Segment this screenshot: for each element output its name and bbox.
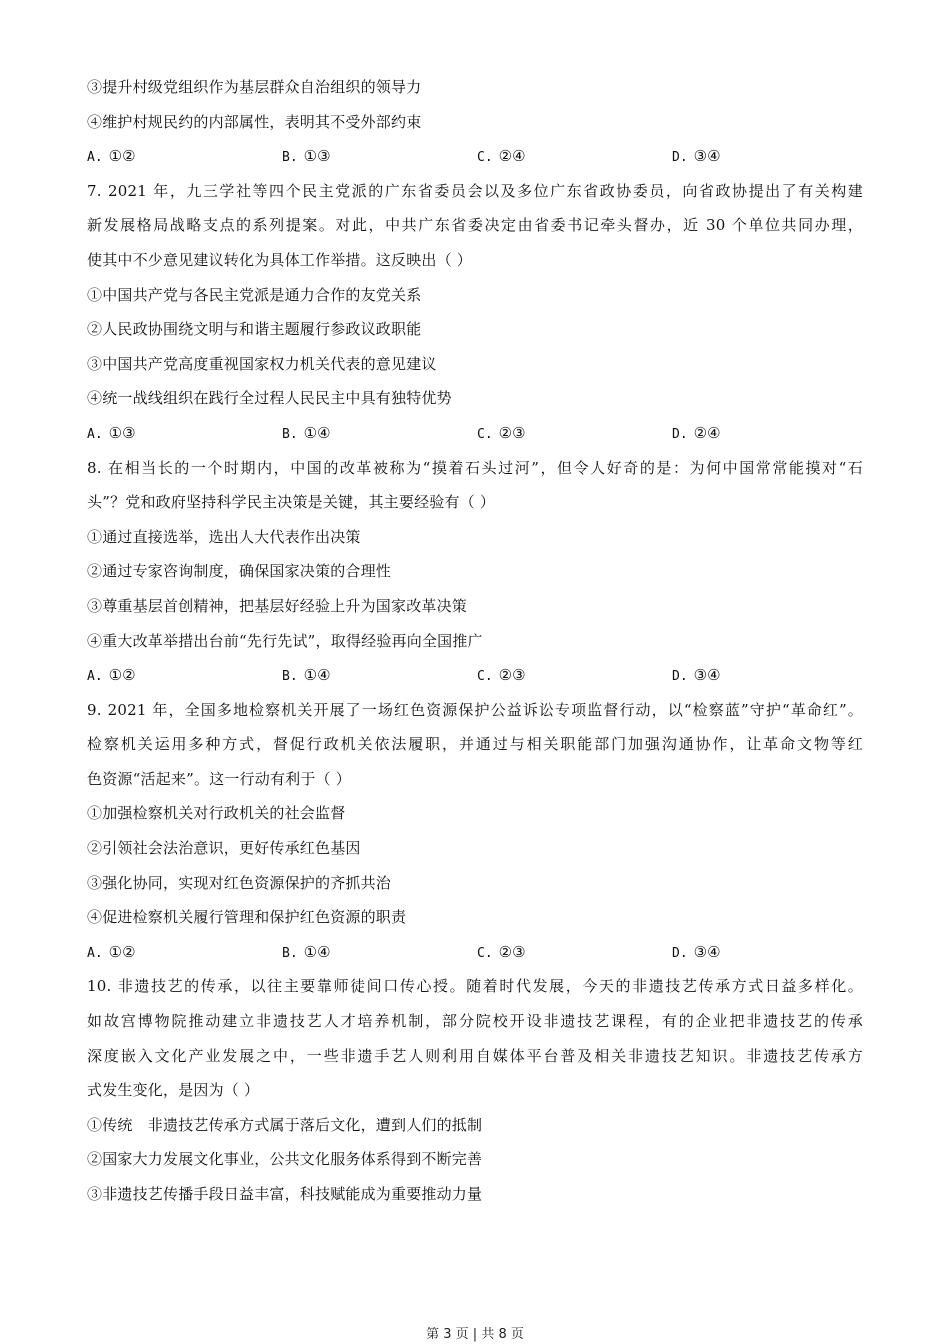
choice-d[interactable]: D. ③④ xyxy=(672,666,721,685)
choice-a[interactable]: A. ①② xyxy=(87,942,136,961)
question-stem: 深度嵌入文化产业发展之中，一些非遗手艺人则利用自媒体平台普及相关非遗技艺知识。非遗技艺传承方 xyxy=(87,1046,863,1065)
question-stem: 7. 2021 年，九三学社等四个民主党派的广东省委员会以及多位广东省政协委员，向省政协提出了有关构建 xyxy=(87,181,863,200)
question-stem: 式发生变化，是因为（ ） xyxy=(87,1081,260,1100)
statement-2: ②人民政协围绕文明与和谐主题履行参政议政职能 xyxy=(87,320,422,339)
statement-4: ④统一战线组织在践行全过程人民民主中具有独特优势 xyxy=(87,389,452,408)
question-8 xyxy=(87,455,867,697)
choice-b[interactable]: B. ①④ xyxy=(282,942,331,961)
question-stem: 9. 2021 年，全国多地检察机关开展了一场红色资源保护公益诉讼专项监督行动，以“检察蓝”守护“革命红”。 xyxy=(87,700,863,719)
statement-1: ①中国共产党与各民主党派是通力合作的友党关系 xyxy=(87,285,422,304)
answer-choices xyxy=(87,662,867,697)
question-stem: 10. 非遗技艺的传承，以往主要靠师徒间口传心授。随着时代发展，今天的非遗技艺传承方式日益多样化。 xyxy=(87,977,863,996)
statement-3: ③非遗技艺传播手段日益丰富，科技赋能成为重要推动力量 xyxy=(87,1185,483,1203)
statement-2: ②国家大力发展文化事业，公共文化服务体系得到不断完善 xyxy=(87,1150,483,1169)
question-stem: 检察机关运用多种方式，督促行政机关依法履职，并通过与相关职能部门加强沟通协作，让革命文物等红 xyxy=(87,735,863,754)
question-stem: 使其中不少意见建议转化为具体工作举措。这反映出（ ） xyxy=(87,250,472,269)
statement-1: ①传统 非遗技艺传承方式属于落后文化，遭到人们的抵制 xyxy=(87,1115,483,1134)
choice-c[interactable]: C. ②④ xyxy=(477,147,526,166)
choice-c[interactable]: C. ②③ xyxy=(477,942,526,961)
answer-choices xyxy=(87,420,867,455)
statement-3: ③中国共产党高度重视国家权力机关代表的意见建议 xyxy=(87,354,437,373)
choice-a[interactable]: A. ①② xyxy=(87,147,136,166)
choice-b[interactable]: B. ①④ xyxy=(282,666,331,685)
question-stem: 如故宫博物院推动建立非遗技艺人才培养机制，部分院校开设非遗技艺课程，有的企业把非遗技艺的传承 xyxy=(87,1012,863,1031)
question-stem: 新发展格局战略支点的系列提案。对此，中共广东省委决定由省委书记牵头督办，近 30 个单位共同办理， xyxy=(87,216,863,235)
statement-3: ③尊重基层首创精神，把基层好经验上升为国家改革决策 xyxy=(87,596,468,615)
choice-c[interactable]: C. ②③ xyxy=(477,423,526,442)
page-footer: 第 3 页 | 共 8 页 xyxy=(426,1327,524,1342)
statement-4: ④维护村规民约的内部属性，表明其不受外部约束 xyxy=(87,112,422,131)
choice-b[interactable]: B. ①③ xyxy=(282,147,331,166)
choice-d[interactable]: D. ③④ xyxy=(672,942,721,961)
question-6-continued xyxy=(87,74,867,178)
choice-d[interactable]: D. ③④ xyxy=(672,147,721,166)
choice-b[interactable]: B. ①④ xyxy=(282,423,331,442)
statement-2: ②通过专家咨询制度，确保国家决策的合理性 xyxy=(87,562,392,581)
statement-1: ①加强检察机关对行政机关的社会监督 xyxy=(87,804,346,823)
question-stem: 8. 在相当长的一个时期内，中国的改革被称为“摸着石头过河”，但令人好奇的是：为何中国常常能摸对“石 xyxy=(87,458,863,477)
statement-4: ④重大改革举措出台前“先行先试”，取得经验再向全国推广 xyxy=(87,631,483,650)
choice-a[interactable]: A. ①② xyxy=(87,666,136,685)
question-10 xyxy=(87,973,867,1215)
statement-3: ③强化协同，实现对红色资源保护的齐抓共治 xyxy=(87,873,392,892)
question-7 xyxy=(87,178,867,455)
choice-a[interactable]: A. ①③ xyxy=(87,423,136,442)
choice-d[interactable]: D. ②④ xyxy=(672,423,721,442)
page-content xyxy=(87,74,867,1216)
choice-c[interactable]: C. ②③ xyxy=(477,666,526,685)
statement-4: ④促进检察机关履行管理和保护红色资源的职责 xyxy=(87,908,407,927)
question-9 xyxy=(87,697,867,974)
question-stem: 头”？党和政府坚持科学民主决策是关键，其主要经验有（ ） xyxy=(87,493,496,512)
question-stem: 色资源“活起来”。这一行动有利于（ ） xyxy=(87,769,351,788)
statement-2: ②引领社会法治意识，更好传承红色基因 xyxy=(87,839,361,858)
answer-choices xyxy=(87,143,867,178)
statement-3: ③提升村级党组织作为基层群众自治组织的领导力 xyxy=(87,78,422,96)
statement-1: ①通过直接选举，选出人大代表作出决策 xyxy=(87,527,361,546)
answer-choices xyxy=(87,939,867,974)
